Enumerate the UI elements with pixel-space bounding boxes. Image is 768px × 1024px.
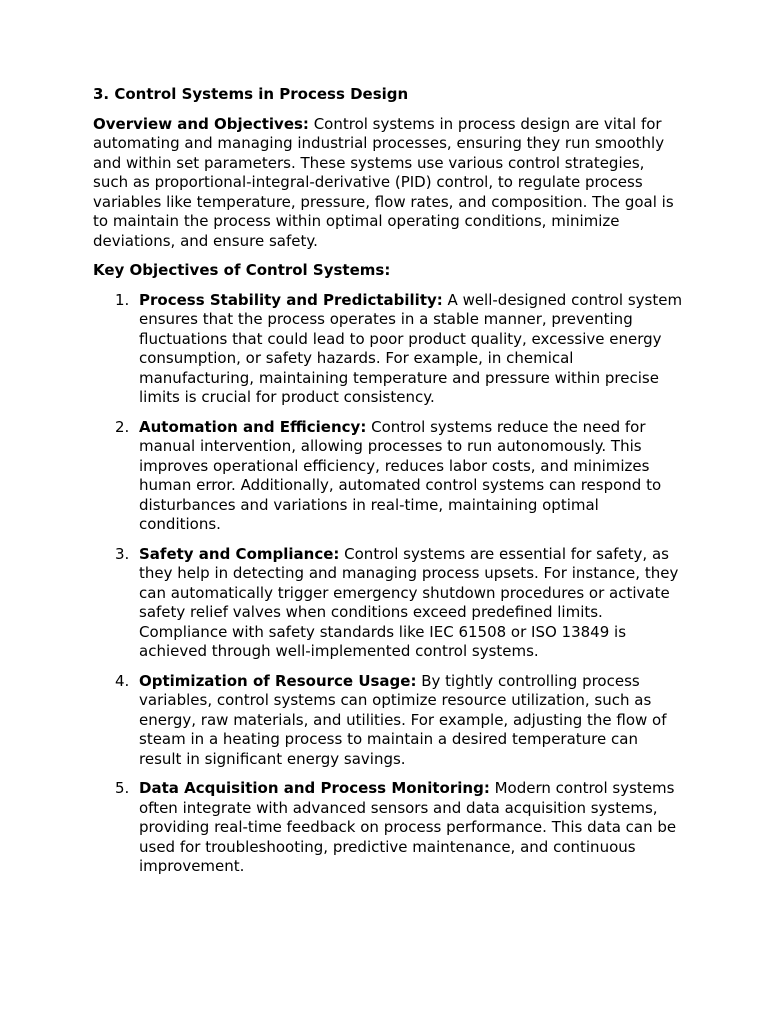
list-item-text: Control systems reduce the need for manual intervention, allowing processes to run autonomously. This improves operational efficiency, reduces labor costs, and minimizes human error. Additionally, automated control systems can respond to disturbances and variations in real-time, maintaining optimal conditions. (139, 417, 662, 533)
list-item-number: 1. (115, 290, 130, 309)
key-objectives-heading: Key Objectives of Control Systems: (93, 261, 391, 279)
list-item-number: 3. (115, 544, 130, 563)
list-item-title: Optimization of Resource Usage: (139, 671, 417, 690)
document-page (93, 85, 683, 887)
list-item-text: A well-designed control system ensures that the process operates in a stable manner, preventing fluctuations that could lead to poor product quality, excessive energy consumption, or safety hazards. For example, in chemical manufacturing, maintaining temperature and pressure within precise limits is crucial for product consistency. (139, 290, 683, 406)
overview-label: Overview and Objectives: (93, 114, 309, 133)
list-item-text: Modern control systems often integrate with advanced sensors and data acquisition systems, providing real-time feedback on process performance. This data can be used for troubleshooting, predictive maintenance, and continuous improvement. (139, 779, 677, 875)
list-item-title: Automation and Efficiency: (139, 417, 367, 436)
list-item-title: Safety and Compliance: (139, 544, 340, 563)
overview-paragraph (93, 115, 683, 252)
list-item (93, 291, 683, 408)
list-item-number: 4. (115, 671, 130, 690)
list-item-text: By tightly controlling process variables, control systems can optimize resource utilization, such as energy, raw materials, and utilities. For example, adjusting the flow of steam in a heating process to maintain a desired temperature can result in significant energy savings. (139, 671, 667, 768)
list-item (93, 418, 683, 535)
objectives-list (93, 291, 683, 877)
list-item (93, 545, 683, 662)
list-item-number: 2. (115, 417, 130, 436)
list-item-title: Data Acquisition and Process Monitoring: (139, 779, 490, 797)
list-item (93, 672, 683, 770)
section-title: 3. Control Systems in Process Design (93, 85, 409, 103)
overview-text: Control systems in process design are vital for automating and managing industrial processes, ensuring they run smoothly and within set parameters. These systems use various control strategies, such as proportional-integral-derivative (PID) control, to regulate process variables like temperature, pressure, flow rates, and composition. The goal is to maintain the process within optimal operating conditions, minimize deviations, and ensure safety. (93, 114, 674, 250)
list-item-title: Process Stability and Predictability: (139, 290, 443, 309)
list-item-number: 5. (115, 779, 130, 797)
list-item-text: Control systems are essential for safety, as they help in detecting and managing process upsets. For instance, they can automatically trigger emergency shutdown procedures or activate safety relief valves when conditions exceed predefined limits. Compliance with safety standards like IEC 61508 or ISO 13849 is achieved through well-implemented control systems. (139, 544, 679, 660)
list-item (93, 779, 683, 877)
